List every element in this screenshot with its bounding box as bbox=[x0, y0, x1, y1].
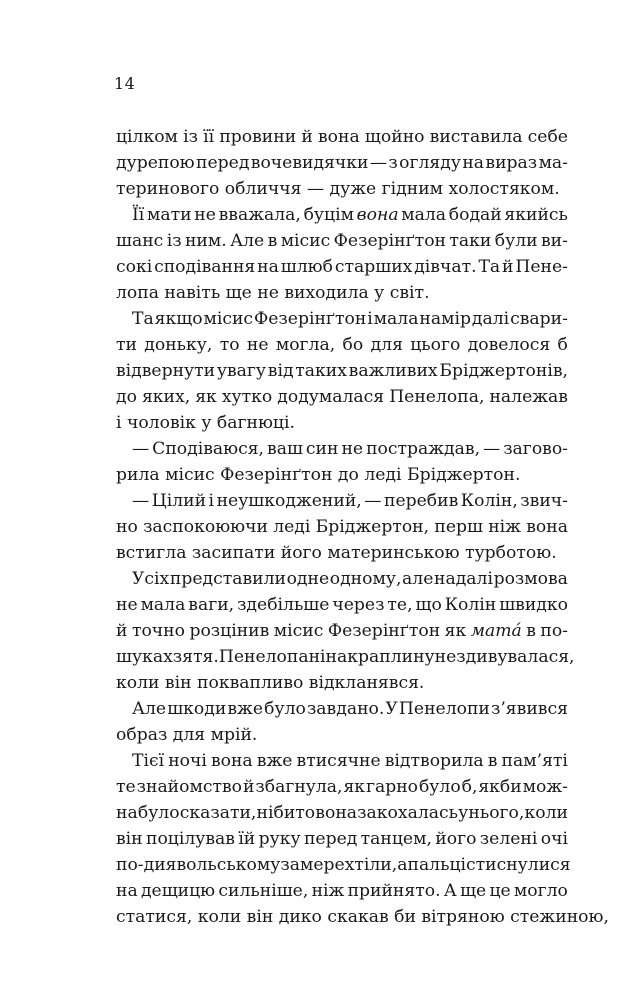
word: шуках bbox=[116, 647, 173, 667]
word: вже bbox=[227, 699, 264, 719]
paragraph bbox=[116, 748, 609, 930]
word: й bbox=[116, 621, 128, 641]
text-line bbox=[116, 904, 609, 930]
text-segment: рила місис Фезерінґтон до леді Бріджертон. bbox=[116, 465, 521, 485]
word: далі bbox=[471, 309, 510, 329]
word: завдано. bbox=[306, 699, 385, 719]
word: було bbox=[137, 803, 180, 823]
word: на bbox=[325, 647, 348, 667]
text-line bbox=[116, 722, 568, 748]
word: б, bbox=[461, 777, 478, 797]
word: із bbox=[166, 231, 182, 251]
word: зелені bbox=[479, 829, 538, 849]
word: Цілий bbox=[151, 491, 207, 511]
word: буцім bbox=[303, 205, 354, 225]
word: ні bbox=[308, 647, 326, 667]
word: розцінив bbox=[189, 621, 270, 641]
text-segment: теринового обличчя — дуже гідним холостяком. bbox=[116, 179, 560, 199]
paragraph bbox=[116, 124, 568, 202]
word: і bbox=[208, 491, 215, 511]
word: вона bbox=[526, 517, 568, 537]
text-line bbox=[116, 150, 568, 176]
word: — bbox=[369, 153, 388, 173]
word: но bbox=[116, 517, 138, 537]
word: їй bbox=[238, 829, 256, 849]
word: Пенелопа bbox=[218, 647, 309, 667]
word: місис bbox=[273, 621, 324, 641]
word: якщо bbox=[154, 309, 203, 329]
text-line bbox=[116, 176, 568, 202]
word: ти bbox=[116, 335, 137, 355]
word: перебив bbox=[384, 491, 459, 511]
word: бо bbox=[342, 335, 364, 355]
text-line bbox=[116, 410, 568, 436]
word: доньку, bbox=[144, 335, 213, 355]
text-line bbox=[116, 696, 568, 722]
word: неушкоджений, bbox=[216, 491, 362, 511]
word: і bbox=[367, 309, 373, 329]
word: сильніше, bbox=[218, 881, 309, 901]
text-line bbox=[116, 384, 568, 410]
word: й bbox=[242, 777, 255, 797]
word: як bbox=[343, 777, 366, 797]
word: місис bbox=[203, 309, 254, 329]
word: стиснулися bbox=[466, 855, 571, 875]
word: в bbox=[526, 621, 536, 641]
word: те bbox=[116, 777, 136, 797]
word: себе bbox=[527, 127, 568, 147]
word: замерехтіли, bbox=[280, 855, 398, 875]
word: сподівання bbox=[154, 257, 256, 277]
word: дівчат. bbox=[414, 257, 477, 277]
paragraph bbox=[116, 566, 575, 696]
word: він bbox=[116, 829, 143, 849]
word: ще bbox=[460, 881, 487, 901]
word: місис bbox=[280, 231, 331, 251]
word: нього, bbox=[468, 803, 525, 823]
word: мала bbox=[373, 309, 419, 329]
word: збагнула, bbox=[255, 777, 343, 797]
word: на bbox=[257, 257, 279, 277]
word: — bbox=[132, 491, 150, 511]
word: мала bbox=[140, 595, 186, 615]
word: Колін bbox=[444, 595, 497, 615]
text-line bbox=[116, 852, 571, 878]
word: Колін, bbox=[460, 491, 518, 511]
word: Тієї bbox=[132, 751, 165, 771]
word: мала bbox=[401, 205, 447, 225]
word: провини bbox=[219, 127, 297, 147]
word: одне bbox=[286, 569, 330, 589]
word: вираз bbox=[485, 153, 538, 173]
word: представили bbox=[169, 569, 286, 589]
word: заспокоюючи bbox=[143, 517, 268, 537]
text-line bbox=[116, 670, 568, 696]
word: цього bbox=[410, 335, 461, 355]
text-line bbox=[116, 800, 568, 826]
word: Фезерінґтон bbox=[333, 231, 446, 251]
word: важливих bbox=[348, 361, 438, 381]
text-segment: статися, коли він дико скакав би вітряною стежиною, bbox=[116, 907, 609, 927]
word: таки bbox=[449, 231, 492, 251]
word: з’явився bbox=[490, 699, 568, 719]
word: ма- bbox=[538, 153, 568, 173]
word: намір bbox=[419, 309, 471, 329]
word: на bbox=[116, 803, 138, 823]
word: У bbox=[385, 699, 398, 719]
text-line bbox=[116, 332, 568, 358]
text-line bbox=[116, 436, 568, 462]
text-line bbox=[116, 514, 568, 540]
text-line bbox=[116, 280, 568, 306]
word: із bbox=[183, 127, 198, 147]
paragraph bbox=[116, 488, 568, 566]
word: здивувалася, bbox=[456, 647, 575, 667]
word: вже bbox=[256, 751, 293, 771]
word: коли bbox=[524, 803, 568, 823]
word: перш bbox=[434, 517, 483, 537]
word: було bbox=[264, 699, 306, 719]
text-line bbox=[116, 358, 568, 384]
text-line bbox=[116, 306, 568, 332]
text-segment: лопа навіть ще не виходила у світ. bbox=[116, 283, 430, 303]
word: пальці bbox=[407, 855, 467, 875]
word: хутко bbox=[221, 387, 273, 407]
word: Усіх bbox=[132, 569, 170, 589]
text-line bbox=[116, 644, 575, 670]
word: очі bbox=[540, 829, 568, 849]
text-line bbox=[116, 540, 568, 566]
paragraph bbox=[116, 436, 568, 488]
word: бодай bbox=[448, 205, 502, 225]
word: Та bbox=[132, 309, 154, 329]
word: Бріджертон, bbox=[315, 517, 430, 537]
word: постраждав, bbox=[366, 439, 481, 459]
word: не bbox=[341, 439, 364, 459]
word: ночі bbox=[168, 751, 207, 771]
text-line bbox=[116, 878, 568, 904]
word: довелося bbox=[467, 335, 551, 355]
word: то bbox=[219, 335, 240, 355]
word: швидко bbox=[499, 595, 568, 615]
word: Але bbox=[132, 699, 167, 719]
word: пам’яті bbox=[501, 751, 568, 771]
word: вважала, bbox=[218, 205, 301, 225]
word: вочевидячки bbox=[250, 153, 369, 173]
word: Пенелопи bbox=[398, 699, 490, 719]
word: відтворила bbox=[384, 751, 484, 771]
word: леді bbox=[273, 517, 311, 537]
word: старших bbox=[334, 257, 413, 277]
word: виставила bbox=[429, 127, 523, 147]
word: не bbox=[246, 335, 269, 355]
word: син bbox=[305, 439, 339, 459]
word: до bbox=[116, 387, 137, 407]
text-line bbox=[116, 202, 568, 228]
body-text bbox=[116, 124, 609, 930]
text-line bbox=[116, 124, 568, 150]
word: Її bbox=[132, 205, 145, 225]
text-segment: коли він поквапливо відкланявся. bbox=[116, 673, 425, 693]
word: й bbox=[502, 257, 514, 277]
word: з bbox=[388, 153, 398, 173]
word: ви- bbox=[540, 231, 568, 251]
word: шлюб bbox=[280, 257, 333, 277]
text-segment: встигла засипати його материнською турботою. bbox=[116, 543, 557, 563]
word: яких, bbox=[141, 387, 191, 407]
word: додумалася bbox=[277, 387, 385, 407]
word: точно bbox=[131, 621, 185, 641]
word: було bbox=[418, 777, 461, 797]
word: вона bbox=[210, 751, 253, 771]
word: а bbox=[397, 855, 408, 875]
word: перед bbox=[303, 829, 358, 849]
word: поцілував bbox=[145, 829, 235, 849]
word: огляду bbox=[399, 153, 461, 173]
word: щойно bbox=[364, 127, 425, 147]
word: її bbox=[203, 127, 215, 147]
word: ніж bbox=[488, 517, 521, 537]
word: вона bbox=[318, 127, 360, 147]
word: шкоди bbox=[167, 699, 227, 719]
text-line bbox=[116, 228, 568, 254]
word: — bbox=[364, 491, 382, 511]
word: по-диявольському bbox=[116, 855, 281, 875]
word: мож- bbox=[522, 777, 568, 797]
word: могло bbox=[513, 881, 568, 901]
word: здебільше bbox=[237, 595, 330, 615]
page-number: 14 bbox=[114, 74, 136, 93]
word: не bbox=[194, 205, 216, 225]
word: в bbox=[267, 231, 278, 251]
word: Сподіваюся, bbox=[152, 439, 265, 459]
word: гарно bbox=[365, 777, 419, 797]
word: те, bbox=[387, 595, 413, 615]
word: перед bbox=[196, 153, 250, 173]
word: закохалась bbox=[357, 803, 458, 823]
italic-word: мата́ bbox=[470, 621, 522, 641]
word: б bbox=[557, 335, 568, 355]
word: це bbox=[489, 881, 511, 901]
word: Фезерінґтон bbox=[327, 621, 441, 641]
word: одному, bbox=[329, 569, 402, 589]
word: звич- bbox=[520, 491, 568, 511]
word: на bbox=[116, 881, 138, 901]
paragraph bbox=[116, 202, 568, 306]
word: в bbox=[487, 751, 498, 771]
word: як bbox=[195, 387, 217, 407]
word: увагу bbox=[216, 361, 267, 381]
word: свари- bbox=[510, 309, 568, 329]
word: від bbox=[267, 361, 294, 381]
text-line bbox=[116, 748, 568, 774]
word: розмова bbox=[493, 569, 568, 589]
text-line bbox=[116, 618, 568, 644]
word: не bbox=[434, 647, 457, 667]
word: належав bbox=[489, 387, 568, 407]
word: ваш bbox=[267, 439, 303, 459]
word: що bbox=[415, 595, 442, 615]
word: Та bbox=[478, 257, 501, 277]
word: його bbox=[435, 829, 477, 849]
word: сказати, bbox=[179, 803, 257, 823]
word: ваги, bbox=[188, 595, 235, 615]
word: прийнято. bbox=[347, 881, 441, 901]
word: Пенелопа, bbox=[389, 387, 485, 407]
word: — bbox=[132, 439, 150, 459]
word: ним. bbox=[184, 231, 227, 251]
word: як bbox=[444, 621, 467, 641]
text-line bbox=[116, 462, 568, 488]
word: таких bbox=[295, 361, 347, 381]
paragraph bbox=[116, 306, 568, 436]
italic-word: вона bbox=[356, 205, 399, 225]
word: цілком bbox=[116, 127, 178, 147]
word: руку bbox=[258, 829, 301, 849]
paragraph bbox=[116, 696, 568, 748]
word: шанс bbox=[116, 231, 164, 251]
word: але bbox=[402, 569, 434, 589]
word: вона bbox=[315, 803, 358, 823]
word: знайомство bbox=[136, 777, 243, 797]
word: були bbox=[494, 231, 538, 251]
word: надалі bbox=[434, 569, 493, 589]
text-line bbox=[116, 774, 568, 800]
word: зятя. bbox=[172, 647, 219, 667]
word: якби bbox=[478, 777, 522, 797]
word: й bbox=[301, 127, 313, 147]
word: — bbox=[483, 439, 501, 459]
word: сокі bbox=[116, 257, 153, 277]
word: могла, bbox=[275, 335, 336, 355]
word: відвернути bbox=[116, 361, 216, 381]
word: у bbox=[458, 803, 469, 823]
word: Бріджертонів, bbox=[439, 361, 568, 381]
word: по- bbox=[540, 621, 568, 641]
text-line bbox=[116, 488, 568, 514]
word: А bbox=[443, 881, 457, 901]
text-line bbox=[116, 826, 568, 852]
word: танцем, bbox=[360, 829, 432, 849]
word: мати bbox=[146, 205, 192, 225]
word: краплину bbox=[347, 647, 435, 667]
word: Пене- bbox=[515, 257, 568, 277]
text-segment: образ для мрій. bbox=[116, 725, 258, 745]
word: через bbox=[332, 595, 385, 615]
word: втисячне bbox=[296, 751, 381, 771]
text-segment: і чоловік у багнюці. bbox=[116, 413, 295, 433]
word: на bbox=[462, 153, 485, 173]
word: ніж bbox=[311, 881, 345, 901]
word: Але bbox=[230, 231, 265, 251]
text-line bbox=[116, 566, 568, 592]
text-line bbox=[116, 592, 568, 618]
word: загово- bbox=[503, 439, 568, 459]
word: дурепою bbox=[116, 153, 195, 173]
word: дещицю bbox=[140, 881, 216, 901]
word: Фезерінґтон bbox=[253, 309, 367, 329]
word: для bbox=[370, 335, 403, 355]
text-line bbox=[116, 254, 568, 280]
word: нібито bbox=[256, 803, 316, 823]
word: не bbox=[116, 595, 138, 615]
word: якийсь bbox=[504, 205, 568, 225]
